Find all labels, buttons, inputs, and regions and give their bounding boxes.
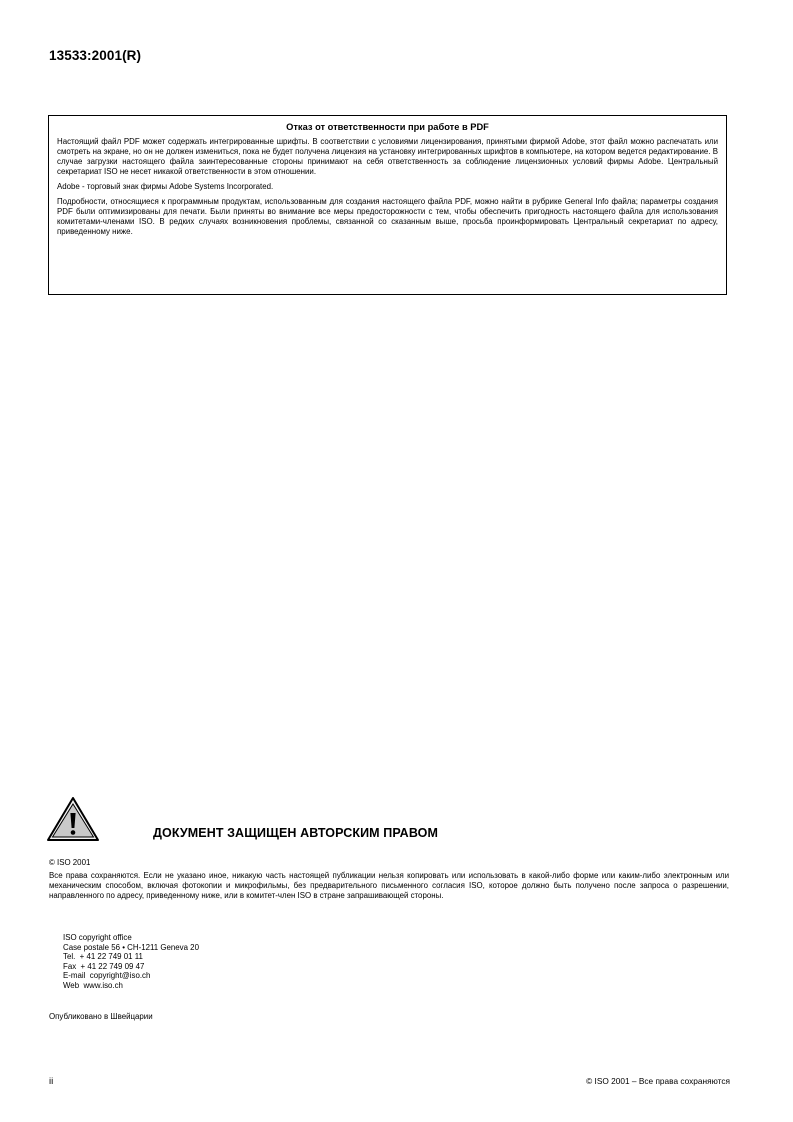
disclaimer-paragraph-trademark: Adobe - торговый знак фирмы Adobe Systems Incorporated. — [57, 182, 274, 191]
address-fax: Fax + 41 22 749 09 47 — [63, 961, 145, 971]
disclaimer-paragraph-details: Подробности, относящиеся к программным продуктам, использованным для создания настоящего файла PDF, можно найти в рубрике General Info файла; параметры создания PDF были оптимизированы для печати. Были приняты во внимание все меры предосторожности с тем, чтобы обеспечить пригодность настоящего файла для использования комитетами-членами ISO. В редких случаях возникновения проблемы, связанной со сказанным выше, просьба проинформировать Центральный секретариат по адресу, приведенному ниже. — [57, 197, 718, 236]
address-office: ISO copyright office — [63, 933, 132, 942]
address-postal: Case postale 56 • CH-1211 Geneva 20 — [63, 942, 199, 952]
document-id: 13533:2001(R) — [49, 48, 142, 63]
copyright-heading: ДОКУМЕНТ ЗАЩИЩЕН АВТОРСКИМ ПРАВОМ — [153, 826, 438, 840]
address-tel: Tel. + 41 22 749 01 11 — [63, 952, 143, 962]
warning-icon — [45, 795, 101, 843]
disclaimer-paragraph-fonts: Настоящий файл PDF может содержать интегрированные шрифты. В соответствии с условиями лицензирования, принятыми фирмой Adobe, этот файл можно распечатать или смотреть на экране, но он не должен измениться, пока не будет получена лицензия на установку интегрированных шрифтов в компьютере, на котором ведется редактирование. В случае загрузки настоящего файла заинтересованные стороны принимают на себя ответственность за соблюдение лицензионных условий фирмы Adobe. Центральный секретариат ISO не несет никакой ответственности в этом отношении. — [57, 137, 718, 176]
disclaimer-title: Отказ от ответственности при работе в PDF — [286, 122, 489, 132]
published-in: Опубликовано в Швейцарии — [49, 1012, 153, 1021]
address-web: Web www.iso.ch — [63, 980, 123, 990]
page-number: ii — [49, 1076, 54, 1087]
footer-copyright: © ISO 2001 – Все права сохраняются — [586, 1076, 730, 1086]
address-block — [63, 933, 199, 991]
pdf-disclaimer-box — [48, 115, 727, 295]
address-email: E-mail copyright@iso.ch — [63, 971, 151, 981]
copyright-notice — [49, 858, 729, 901]
copyright-text: Все права сохраняются. Если не указано иное, никакую часть настоящей публикации нельзя копировать или использовать в какой-либо форме или каким-либо электронным или механическим способом, включая фотокопии и микрофильмы, без предварительного письменного согласия ISO, которое должно быть получено после запроса о разрешении, направленного по адресу, приведенному ниже, или в комитет-член ISO в стране запрашивающей стороны. — [49, 871, 729, 900]
copyright-line: © ISO 2001 — [49, 858, 91, 867]
